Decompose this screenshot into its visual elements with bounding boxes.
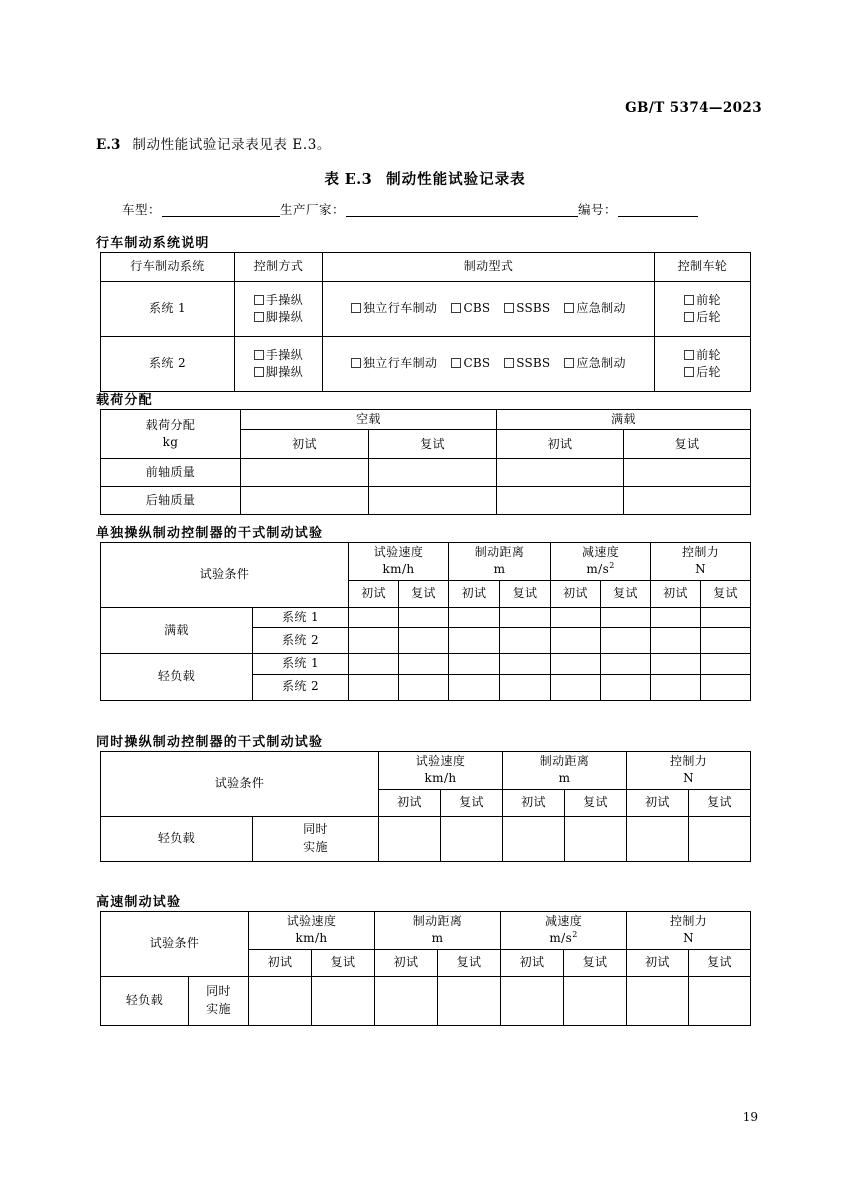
cell-load-light: 轻负载: [101, 816, 253, 861]
clause-text: 制动性能试验记录表见表 E.3。: [132, 137, 332, 153]
cell-value[interactable]: [551, 674, 601, 700]
table-row: [101, 976, 751, 1025]
cell-value[interactable]: [651, 628, 701, 654]
section-heading-simultaneous-control-dry-brake-test: 同时操纵制动控制器的干式制动试验: [96, 735, 324, 750]
table-row: [101, 459, 751, 487]
cell-brake-type-system-2: [323, 337, 655, 392]
cell-value[interactable]: [651, 607, 701, 627]
th-measure-unit: N: [695, 562, 707, 577]
th-unladen: 空载: [241, 410, 497, 430]
option-label: SSBS: [516, 301, 551, 316]
checkbox-icon[interactable]: [564, 358, 574, 368]
cell-system-2: 系统 2: [101, 337, 235, 392]
cell-rear-axle-laden-initial[interactable]: [497, 487, 624, 515]
serial-number-label: 编号：: [578, 202, 618, 217]
cell-value[interactable]: [689, 976, 751, 1025]
th-load-distribution-corner: [101, 410, 241, 459]
table-row-header: [101, 752, 751, 790]
cell-value[interactable]: [500, 628, 551, 654]
cell-value[interactable]: [551, 628, 601, 654]
th-unladen-initial: 初试: [241, 430, 369, 459]
checkbox-front-wheel-1[interactable]: [657, 292, 748, 309]
cell-system-light-2: 系统 2: [253, 674, 349, 700]
cell-value[interactable]: [312, 976, 375, 1025]
vehicle-model-label: 车型：: [122, 202, 162, 217]
cell-front-axle-laden-initial[interactable]: [497, 459, 624, 487]
th-measure-name: 试验速度: [286, 914, 337, 928]
th-control-mode: 控制方式: [235, 253, 323, 282]
checkbox-foot-control-1[interactable]: [237, 309, 320, 326]
cell-value[interactable]: [249, 976, 312, 1025]
checkbox-emergency-brake-1[interactable]: [564, 300, 626, 317]
th-test-speed: [379, 752, 503, 790]
option-label: CBS: [463, 356, 491, 371]
cell-system-1: 系统 1: [101, 282, 235, 337]
checkbox-icon[interactable]: [254, 295, 264, 305]
checkbox-icon[interactable]: [451, 358, 461, 368]
th-measure-unit: km/h: [424, 771, 457, 786]
cell-rear-axle-unladen-retest[interactable]: [369, 487, 497, 515]
cell-value[interactable]: [375, 976, 438, 1025]
th-deceleration: [551, 543, 651, 581]
th-measure-unit: km/h: [295, 931, 328, 946]
serial-number-input[interactable]: [618, 203, 698, 217]
th-speed-retest: 复试: [399, 580, 449, 607]
th-force-initial: 初试: [651, 580, 701, 607]
clause-line: [96, 133, 331, 153]
table-row: [101, 487, 751, 515]
table-row-header: [101, 912, 751, 950]
th-measure-unit: m: [493, 562, 506, 577]
th-measure-name: 制动距离: [412, 914, 463, 928]
cell-value[interactable]: [651, 674, 701, 700]
cell-rear-axle-unladen-initial[interactable]: [241, 487, 369, 515]
cell-front-axle-laden-retest[interactable]: [624, 459, 751, 487]
option-label: 独立行车制动: [363, 356, 438, 371]
checkbox-emergency-brake-2[interactable]: [564, 355, 626, 372]
th-measure-name: 控制力: [669, 754, 708, 768]
option-label: 前轮: [696, 347, 721, 362]
cell-controlled-wheel-system-2: [655, 337, 751, 392]
th-load-distribution-unit: kg: [162, 435, 179, 450]
th-test-condition: 试验条件: [101, 912, 249, 977]
th-control-force: [627, 912, 751, 950]
cell-value[interactable]: [349, 674, 399, 700]
th-unladen-retest: 复试: [369, 430, 497, 459]
table-high-speed-brake-test: [100, 911, 751, 1026]
cell-value[interactable]: [438, 976, 501, 1025]
th-distance-retest: 复试: [565, 789, 627, 816]
th-test-speed: [349, 543, 449, 581]
th-measure-unit: N: [683, 931, 695, 946]
checkbox-rear-wheel-1[interactable]: [657, 309, 748, 326]
cell-value[interactable]: [399, 607, 449, 627]
cell-value[interactable]: [500, 674, 551, 700]
th-braking-distance: [375, 912, 501, 950]
option-label: 后轮: [696, 365, 721, 379]
th-measure-unit: $m/s^2$: [586, 561, 615, 577]
cell-mode-simultaneous: [253, 816, 379, 861]
th-measure-unit: N: [683, 771, 694, 786]
checkbox-icon[interactable]: [504, 303, 514, 313]
cell-system-light-1: 系统 1: [253, 654, 349, 674]
checkbox-icon[interactable]: [504, 358, 514, 368]
th-distance-retest: 复试: [500, 580, 551, 607]
cell-rear-axle-mass-label: 后轴质量: [101, 487, 241, 515]
th-measure-name: 控制力: [681, 545, 720, 559]
checkbox-independent-brake-2[interactable]: [351, 355, 437, 372]
th-laden-initial: 初试: [497, 430, 624, 459]
checkbox-independent-brake-1[interactable]: [351, 300, 437, 317]
option-label: 脚操纵: [265, 310, 304, 324]
th-force-retest: 复试: [701, 580, 751, 607]
table-row-header: [101, 410, 751, 430]
running-head-standard-number: GB/T 5374—2023: [625, 100, 762, 116]
table-row: [101, 654, 751, 674]
cell-rear-axle-laden-retest[interactable]: [624, 487, 751, 515]
th-control-force: [651, 543, 751, 581]
cell-load-light: 轻负载: [101, 654, 253, 700]
cell-value[interactable]: [701, 654, 751, 674]
checkbox-icon[interactable]: [351, 303, 361, 313]
table-row: [101, 337, 751, 392]
th-measure-unit: m: [558, 771, 571, 786]
checkbox-ssbs-1[interactable]: [504, 300, 550, 317]
cell-load-laden: 满载: [101, 607, 253, 653]
mode-line-1: 同时: [206, 984, 231, 999]
cell-value[interactable]: [501, 976, 564, 1025]
th-test-condition: 试验条件: [101, 752, 379, 817]
checkbox-ssbs-2[interactable]: [504, 355, 550, 372]
cell-value[interactable]: [601, 654, 651, 674]
th-decel-retest: 复试: [564, 949, 627, 976]
cell-value[interactable]: [651, 654, 701, 674]
checkbox-icon[interactable]: [254, 312, 264, 322]
option-label: 应急制动: [576, 356, 626, 371]
mode-line-2: 实施: [303, 839, 328, 854]
cell-value[interactable]: [500, 607, 551, 627]
cell-control-mode-system-1: [235, 282, 323, 337]
cell-value[interactable]: [449, 654, 500, 674]
th-control-force: [627, 752, 751, 790]
table-row-header: [101, 543, 751, 581]
option-label: 应急制动: [576, 301, 626, 316]
section-heading-single-control-dry-brake-test: 单独操纵制动控制器的干式制动试验: [96, 526, 324, 541]
cell-value[interactable]: [349, 607, 399, 627]
table-row: [101, 282, 751, 337]
th-distance-initial: 初试: [375, 949, 438, 976]
option-label: 后轮: [696, 310, 721, 324]
cell-front-axle-unladen-initial[interactable]: [241, 459, 369, 487]
th-distance-initial: 初试: [449, 580, 500, 607]
cell-value[interactable]: [449, 674, 500, 700]
option-label: CBS: [463, 301, 491, 316]
cell-value[interactable]: [349, 654, 399, 674]
cell-value[interactable]: [564, 976, 627, 1025]
table-load-distribution: [100, 409, 751, 515]
section-heading-high-speed-brake-test: 高速制动试验: [96, 895, 182, 910]
th-laden: 满载: [497, 410, 751, 430]
checkbox-icon[interactable]: [684, 312, 694, 322]
checkbox-hand-control-1[interactable]: [237, 292, 320, 309]
cell-system-laden-1: 系统 1: [253, 607, 349, 627]
th-decel-retest: 复试: [601, 580, 651, 607]
cell-value[interactable]: [500, 654, 551, 674]
checkbox-icon[interactable]: [254, 367, 264, 377]
th-measure-name: 制动距离: [539, 754, 590, 768]
cell-value[interactable]: [449, 607, 500, 627]
cell-value[interactable]: [689, 816, 751, 861]
cell-value[interactable]: [701, 674, 751, 700]
checkbox-front-wheel-2[interactable]: [657, 347, 748, 364]
th-decel-initial: 初试: [501, 949, 564, 976]
cell-brake-type-system-1: [323, 282, 655, 337]
checkbox-cbs-2[interactable]: [451, 355, 490, 372]
cell-value[interactable]: [701, 607, 751, 627]
mode-line-1: 同时: [303, 822, 328, 837]
option-label: 手操纵: [265, 292, 304, 307]
cell-front-axle-unladen-retest[interactable]: [369, 459, 497, 487]
th-speed-initial: 初试: [249, 949, 312, 976]
th-braking-distance: [503, 752, 627, 790]
cell-value[interactable]: [601, 674, 651, 700]
cell-load-light: 轻负载: [101, 976, 189, 1025]
cell-control-mode-system-2: [235, 337, 323, 392]
cell-value[interactable]: [627, 976, 689, 1025]
cell-value[interactable]: [601, 607, 651, 627]
checkbox-icon[interactable]: [254, 350, 264, 360]
th-speed-retest: 复试: [312, 949, 375, 976]
cell-value[interactable]: [349, 628, 399, 654]
mode-line-2: 实施: [206, 1001, 231, 1016]
checkbox-icon[interactable]: [351, 358, 361, 368]
cell-system-laden-2: 系统 2: [253, 628, 349, 654]
cell-value[interactable]: [399, 654, 449, 674]
page-number: 19: [742, 1110, 758, 1124]
checkbox-hand-control-2[interactable]: [237, 347, 320, 364]
section-heading-service-brake-system: 行车制动系统说明: [96, 236, 210, 251]
checkbox-icon[interactable]: [451, 303, 461, 313]
cell-value[interactable]: [551, 654, 601, 674]
th-brake-type: 制动型式: [323, 253, 655, 282]
cell-value[interactable]: [601, 628, 651, 654]
option-label: 独立行车制动: [363, 301, 438, 316]
cell-value[interactable]: [441, 816, 503, 861]
th-load-distribution-label: 载荷分配: [145, 417, 196, 432]
option-label: SSBS: [516, 356, 551, 371]
clause-number: E.3: [96, 137, 121, 153]
th-measure-name: 试验速度: [373, 545, 424, 559]
th-controlled-wheel: 控制车轮: [655, 253, 751, 282]
th-decel-initial: 初试: [551, 580, 601, 607]
checkbox-foot-control-2[interactable]: [237, 364, 320, 381]
cell-value[interactable]: [399, 628, 449, 654]
th-force-retest: 复试: [689, 949, 751, 976]
cell-mode-simultaneous: [189, 976, 249, 1025]
th-force-initial: 初试: [627, 949, 689, 976]
th-distance-retest: 复试: [438, 949, 501, 976]
checkbox-icon[interactable]: [564, 303, 574, 313]
table-caption-number: 表 E.3: [324, 171, 373, 188]
cell-value[interactable]: [701, 628, 751, 654]
checkbox-icon[interactable]: [684, 350, 694, 360]
th-test-condition: 试验条件: [101, 543, 349, 608]
th-speed-initial: 初试: [379, 789, 441, 816]
th-braking-distance: [449, 543, 551, 581]
section-heading-load-distribution: 载荷分配: [96, 393, 153, 408]
table-single-control-dry-brake-test: [100, 542, 751, 701]
checkbox-cbs-1[interactable]: [451, 300, 490, 317]
table-service-brake-system: [100, 252, 751, 392]
th-measure-name: 试验速度: [415, 754, 466, 768]
cell-value[interactable]: [379, 816, 441, 861]
cell-value[interactable]: [449, 628, 500, 654]
table-row: [101, 607, 751, 627]
cell-value[interactable]: [399, 674, 449, 700]
checkbox-icon[interactable]: [684, 295, 694, 305]
table-simultaneous-control-dry-brake-test: [100, 751, 751, 862]
table-row: [101, 816, 751, 861]
th-measure-name: 制动距离: [474, 545, 525, 559]
th-force-retest: 复试: [689, 789, 751, 816]
th-force-initial: 初试: [627, 789, 689, 816]
th-measure-unit: km/h: [382, 562, 415, 577]
cell-value[interactable]: [503, 816, 565, 861]
option-label: 脚操纵: [265, 365, 304, 379]
table-caption-text: 制动性能试验记录表: [386, 171, 526, 188]
option-label: 前轮: [696, 292, 721, 307]
cell-value[interactable]: [627, 816, 689, 861]
th-measure-unit: m: [431, 931, 444, 946]
th-test-speed: [249, 912, 375, 950]
manufacturer-input[interactable]: [346, 203, 578, 217]
checkbox-icon[interactable]: [684, 367, 694, 377]
cell-value[interactable]: [551, 607, 601, 627]
th-speed-initial: 初试: [349, 580, 399, 607]
th-speed-retest: 复试: [441, 789, 503, 816]
form-fill-line: [122, 200, 762, 218]
th-service-brake-system: 行车制动系统: [101, 253, 235, 282]
th-measure-unit: $m/s^2$: [549, 930, 578, 946]
option-label: 手操纵: [265, 347, 304, 362]
manufacturer-label: 生产厂家：: [280, 202, 346, 217]
th-distance-initial: 初试: [503, 789, 565, 816]
th-measure-name: 控制力: [669, 914, 708, 928]
th-measure-name: 减速度: [544, 914, 583, 928]
th-measure-name: 减速度: [581, 545, 620, 559]
cell-value[interactable]: [565, 816, 627, 861]
th-deceleration: [501, 912, 627, 950]
table-row-header: [101, 253, 751, 282]
cell-front-axle-mass-label: 前轴质量: [101, 459, 241, 487]
th-laden-retest: 复试: [624, 430, 751, 459]
vehicle-model-input[interactable]: [162, 203, 280, 217]
checkbox-rear-wheel-2[interactable]: [657, 364, 748, 381]
cell-controlled-wheel-system-1: [655, 282, 751, 337]
table-caption: [0, 168, 850, 189]
